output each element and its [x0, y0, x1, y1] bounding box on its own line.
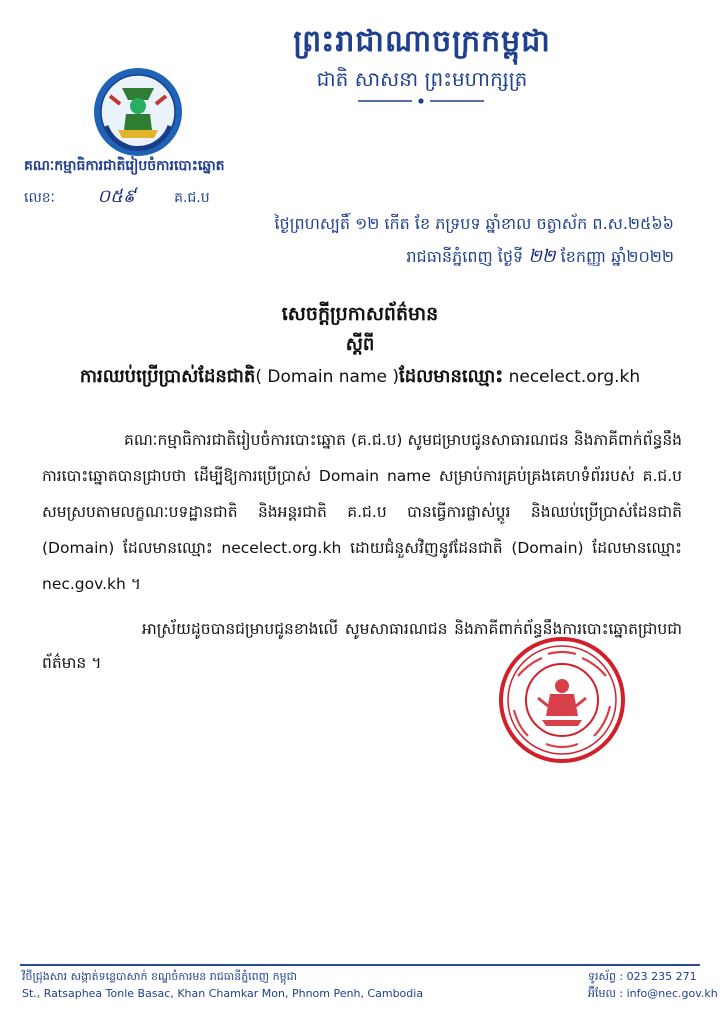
nec-emblem-seal-icon — [92, 66, 184, 158]
footer-phone: ទូរស័ព្ទ : 023 235 271 — [588, 970, 697, 983]
ornament-divider-icon — [358, 98, 484, 104]
official-stamp-icon — [498, 636, 626, 764]
reference-label: លេខៈ — [24, 190, 55, 206]
solar-date-day: ២២ — [528, 246, 556, 267]
subject-en-part: ( Domain name ) — [255, 367, 400, 387]
kingdom-title: ព្រះរាជាណាចក្រកម្ពុជា — [293, 24, 551, 59]
reference-line — [24, 184, 210, 211]
document-on-label: ស្តីពី — [345, 334, 375, 355]
subject-domain: necelect.org.kh — [508, 367, 641, 387]
footer-divider — [20, 964, 700, 966]
kingdom-motto: ជាតិ សាសនា ព្រះមហាក្សត្រ — [316, 67, 528, 91]
footer-address-en: St., Ratsaphea Tonle Basac, Khan Chamkar Mon, Phnom Penh, Cambodia — [22, 987, 424, 1000]
body-paragraph: គណៈកម្មាធិការជាតិរៀបចំការបោះឆ្នោត (គ.ជ.ប) សូមជម្រាបជូនសាធារណជន និងភាគីពាក់ព័ន្ធនឹងការបោះឆ្នោតបានជ្រាបថា ដើម្បីឱ្យការប្រើប្រាស់ Domain name សម្រាប់ការគ្រប់គ្រងគេហទំព័ររបស់ គ.ជ.ប សមស្របតាមលក្ខណៈបទដ្ឋានជាតិ និងអន្តរជាតិ គ.ជ.ប បានធ្វើការផ្លាស់ប្តូរ និងឈប់ប្រើប្រាស់ដែនជាតិ (Domain) ដែលមានឈ្មោះ necelect.org.kh ដោយជំនួសវិញនូវដែនជាតិ (Domain) ដែលមានឈ្មោះ nec.gov.kh ។ — [42, 431, 682, 593]
document-type: សេចក្តីប្រកាសព័ត៌មាន — [281, 303, 439, 325]
document-subject — [0, 364, 720, 391]
footer-address-km: វិថីជ្រុងសារ សង្កាត់ទន្លេបាសាក់ ខណ្ឌចំការមន រាជធានីភ្នំពេញ កម្ពុជា — [22, 970, 298, 983]
reference-number: ០៥៩ — [97, 186, 136, 207]
organization-name: គណៈកម្មាធិការជាតិរៀបចំការបោះឆ្នោត — [24, 158, 225, 174]
solar-date-suffix: ខែកញ្ញា ឆ្នាំ២០២២ — [560, 247, 674, 266]
footer-email: អ៊ីមែល : info@nec.gov.kh — [588, 987, 718, 1000]
subject-km-part-1: ការឈប់ប្រើប្រាស់ដែនជាតិ — [79, 366, 256, 387]
lunar-date: ថ្ងៃព្រហស្បតិ៍ ១២ កើត ខែ ភទ្របទ ឆ្នាំខាល ចត្វាស័ក ព.ស.២៥៦៦ — [274, 214, 674, 233]
solar-date-prefix: រាជធានីភ្នំពេញ ថ្ងៃទី — [406, 247, 524, 266]
reference-code: គ.ជ.ប — [174, 190, 210, 206]
subject-km-part-2: ដែលមានឈ្មោះ — [399, 366, 504, 387]
solar-date — [406, 244, 674, 271]
closing-paragraph: អាស្រ័យដូចបានជម្រាបជូនខាងលើ សូមសាធារណជន និងភាគីពាក់ព័ន្ធនឹងការបោះឆ្នោតជ្រាបជាព័ត៌មាន ។ — [42, 620, 682, 672]
